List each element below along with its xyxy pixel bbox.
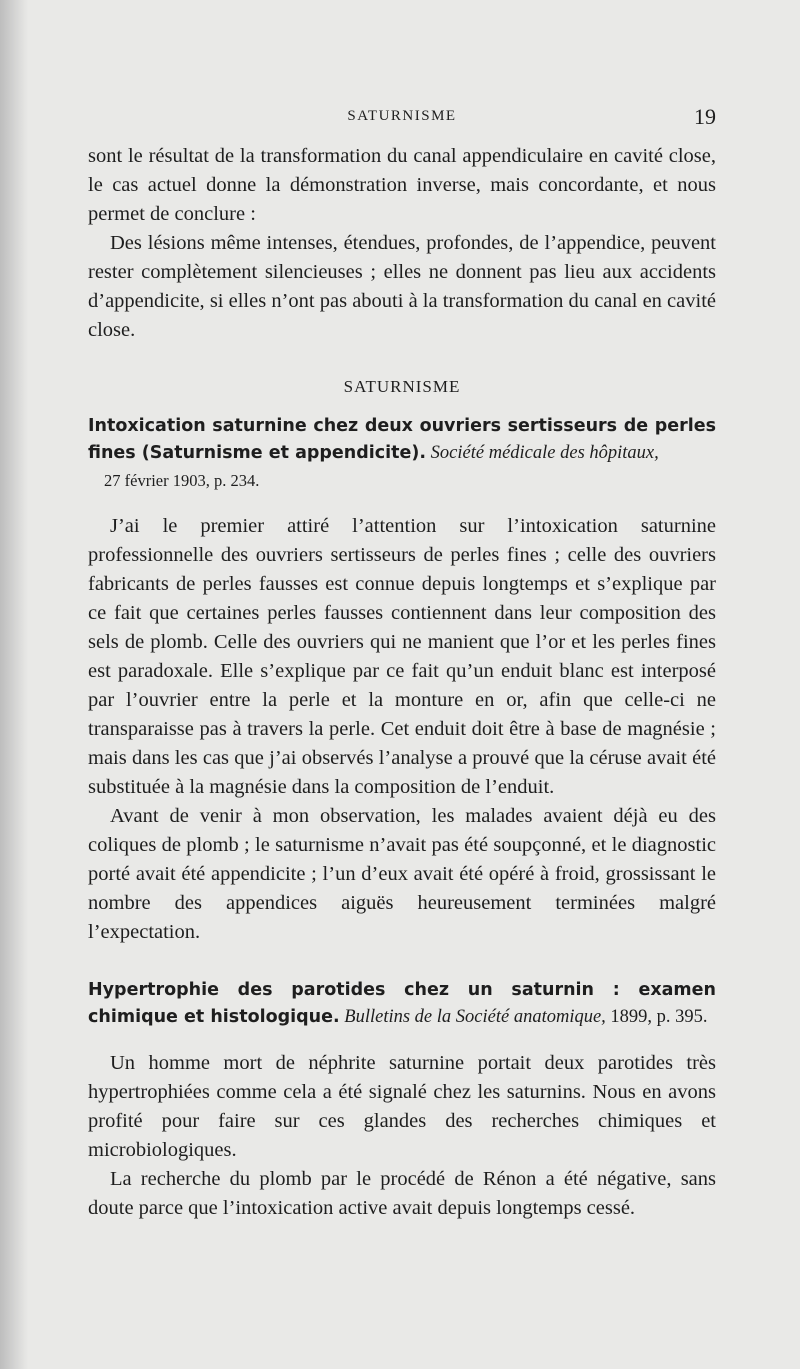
- entry-2-paragraph-2: La recherche du plomb par le procédé de Rénon a été négative, sans doute parce que l’intoxication active avait depuis longtemps cessé.: [88, 1168, 716, 1219]
- page-content: [88, 142, 716, 1223]
- entry-1-paragraph-2: Avant de venir à mon observation, les malades avaient déjà eu des coliques de plomb ; le saturnisme n’avait pas été soupçonné, et le diagnostic porté avait été appendicite ; l’un d’eux avait été opéré à froid, grossissant le nombre des appendices aiguës heureusement terminées malgré l’expectation.: [88, 805, 716, 943]
- intro-paragraph-2: Des lésions même intenses, étendues, profondes, de l’appendice, peuvent rester complètement silencieuses ; elles ne donnent pas lieu aux accidents d’appendicite, si elles n’ont pas abouti à la transformation du canal en cavité close.: [88, 232, 716, 341]
- spacer: [88, 494, 716, 512]
- entry-1-paragraph-1: J’ai le premier attiré l’attention sur l’intoxication saturnine professionnelle des ouvriers sertisseurs de perles fines ; celle des ouvriers fabricants de perles fausses est connue depuis longtemps et s’explique par ce fait que certaines perles fausses contiennent dans leur composition des sels de plomb. Celle des ouvriers qui ne manient que l’or et les perles fines est paradoxale. Elle s’explique par ce fait qu’un enduit blanc est interposé par l’ouvrier entre la perle et la monture en or, afin que celle-ci ne transparaisse pas à travers la perle. Cet enduit doit être à base de magnésie ; mais dans les cas que j’ai observés l’analyse a prouvé que la céruse avait été substituée à la magnésie dans la composition de l’enduit.: [88, 515, 716, 798]
- intro-paragraph-1: sont le résultat de la transformation du canal appendiculaire en cavité close, le cas actuel donne la démonstration inverse, mais concordante, et nous permet de conclure :: [88, 145, 716, 225]
- entry-1-date: 27 février 1903, p. 234.: [104, 471, 260, 490]
- entry-2-date: 1899, p. 395.: [610, 1007, 708, 1027]
- spacer: [88, 947, 716, 977]
- running-head: [88, 104, 716, 128]
- entry-2-title: Hypertrophie des parotides chez un saturnin : examen chimique et histologique.: [88, 980, 716, 1027]
- entry-2-paragraph-1: Un homme mort de néphrite saturnine portait deux parotides très hypertrophiées comme cela a été signalé chez les saturnins. Nous en avons profité pour faire sur ces glandes des recherches chimiques et microbiologiques.: [88, 1052, 716, 1161]
- page-number: 19: [694, 104, 716, 129]
- section-title: SATURNISME: [343, 377, 461, 396]
- running-title: SATURNISME: [347, 108, 457, 124]
- entry-1-title: Intoxication saturnine chez deux ouvriers sertisseurs de perles fines (Saturnisme et appendicite).: [88, 416, 716, 463]
- entry-1-source: Société médicale des hôpitaux,: [430, 443, 659, 463]
- entry-2-source: Bulletins de la Société anatomique,: [344, 1007, 606, 1027]
- spacer: [88, 1031, 716, 1049]
- entry-1-heading: [88, 413, 716, 494]
- entry-2-heading: [88, 977, 716, 1031]
